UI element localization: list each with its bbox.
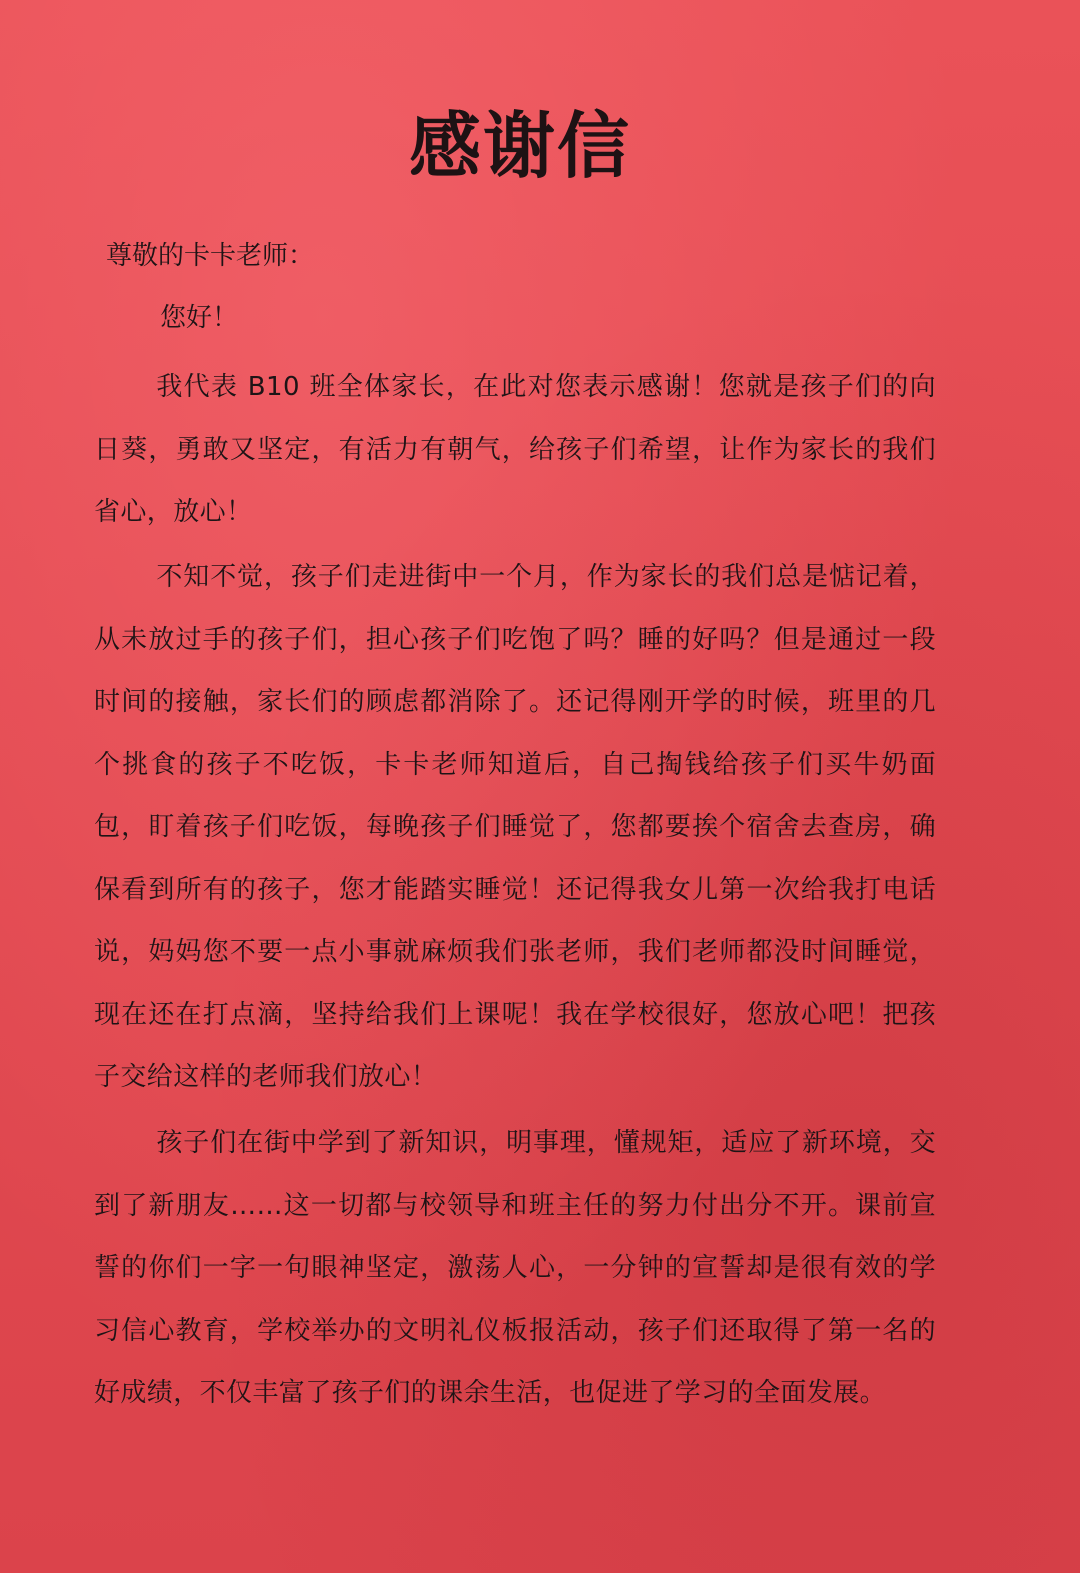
letter-paragraph-2: 不知不觉，孩子们走进街中一个月，作为家长的我们总是惦记着，从未放过手的孩子们，担心孩子们吃饱了吗？睡的好吗？但是通过一段时间的接触，家长们的顾虑都消除了。还记得刚开学的时候，班里的几个挑食的孩子不吃饭，卡卡老师知道后，自己掏钱给孩子们买牛奶面包，盯着孩子们吃饭，每晚孩子们睡觉了，您都要挨个宿舍去查房，确保看到所有的孩子，您才能踏实睡觉！还记得我女儿第一次给我打电话说，妈妈您不要一点小事就麻烦我们张老师，我们老师都没时间睡觉，现在还在打点滴，坚持给我们上课呢！我在学校很好，您放心吧！把孩子交给这样的老师我们放心！ (94, 562, 936, 1092)
letter-paragraph-3: 孩子们在街中学到了新知识，明事理，懂规矩，适应了新环境，交到了新朋友……这一切都与校领导和班主任的努力付出分不开。课前宣誓的你们一字一句眼神坚定，激荡人心，一分钟的宣誓却是很有效的学习信心教育，学校举办的文明礼仪板报活动，孩子们还取得了第一名的好成绩，不仅丰富了孩子们的课余生活，也促进了学习的全面发展。 (94, 1128, 936, 1408)
letter-greeting: 您好！ (160, 303, 239, 333)
letter-salutation: 尊敬的卡卡老师： (106, 241, 315, 271)
letter-title: 感谢信 (408, 103, 631, 188)
letter-paragraph-1: 我代表 B10 班全体家长，在此对您表示感谢！您就是孩子们的向日葵，勇敢又坚定，有活力有朝气，给孩子们希望，让作为家长的我们省心，放心！ (94, 372, 936, 527)
